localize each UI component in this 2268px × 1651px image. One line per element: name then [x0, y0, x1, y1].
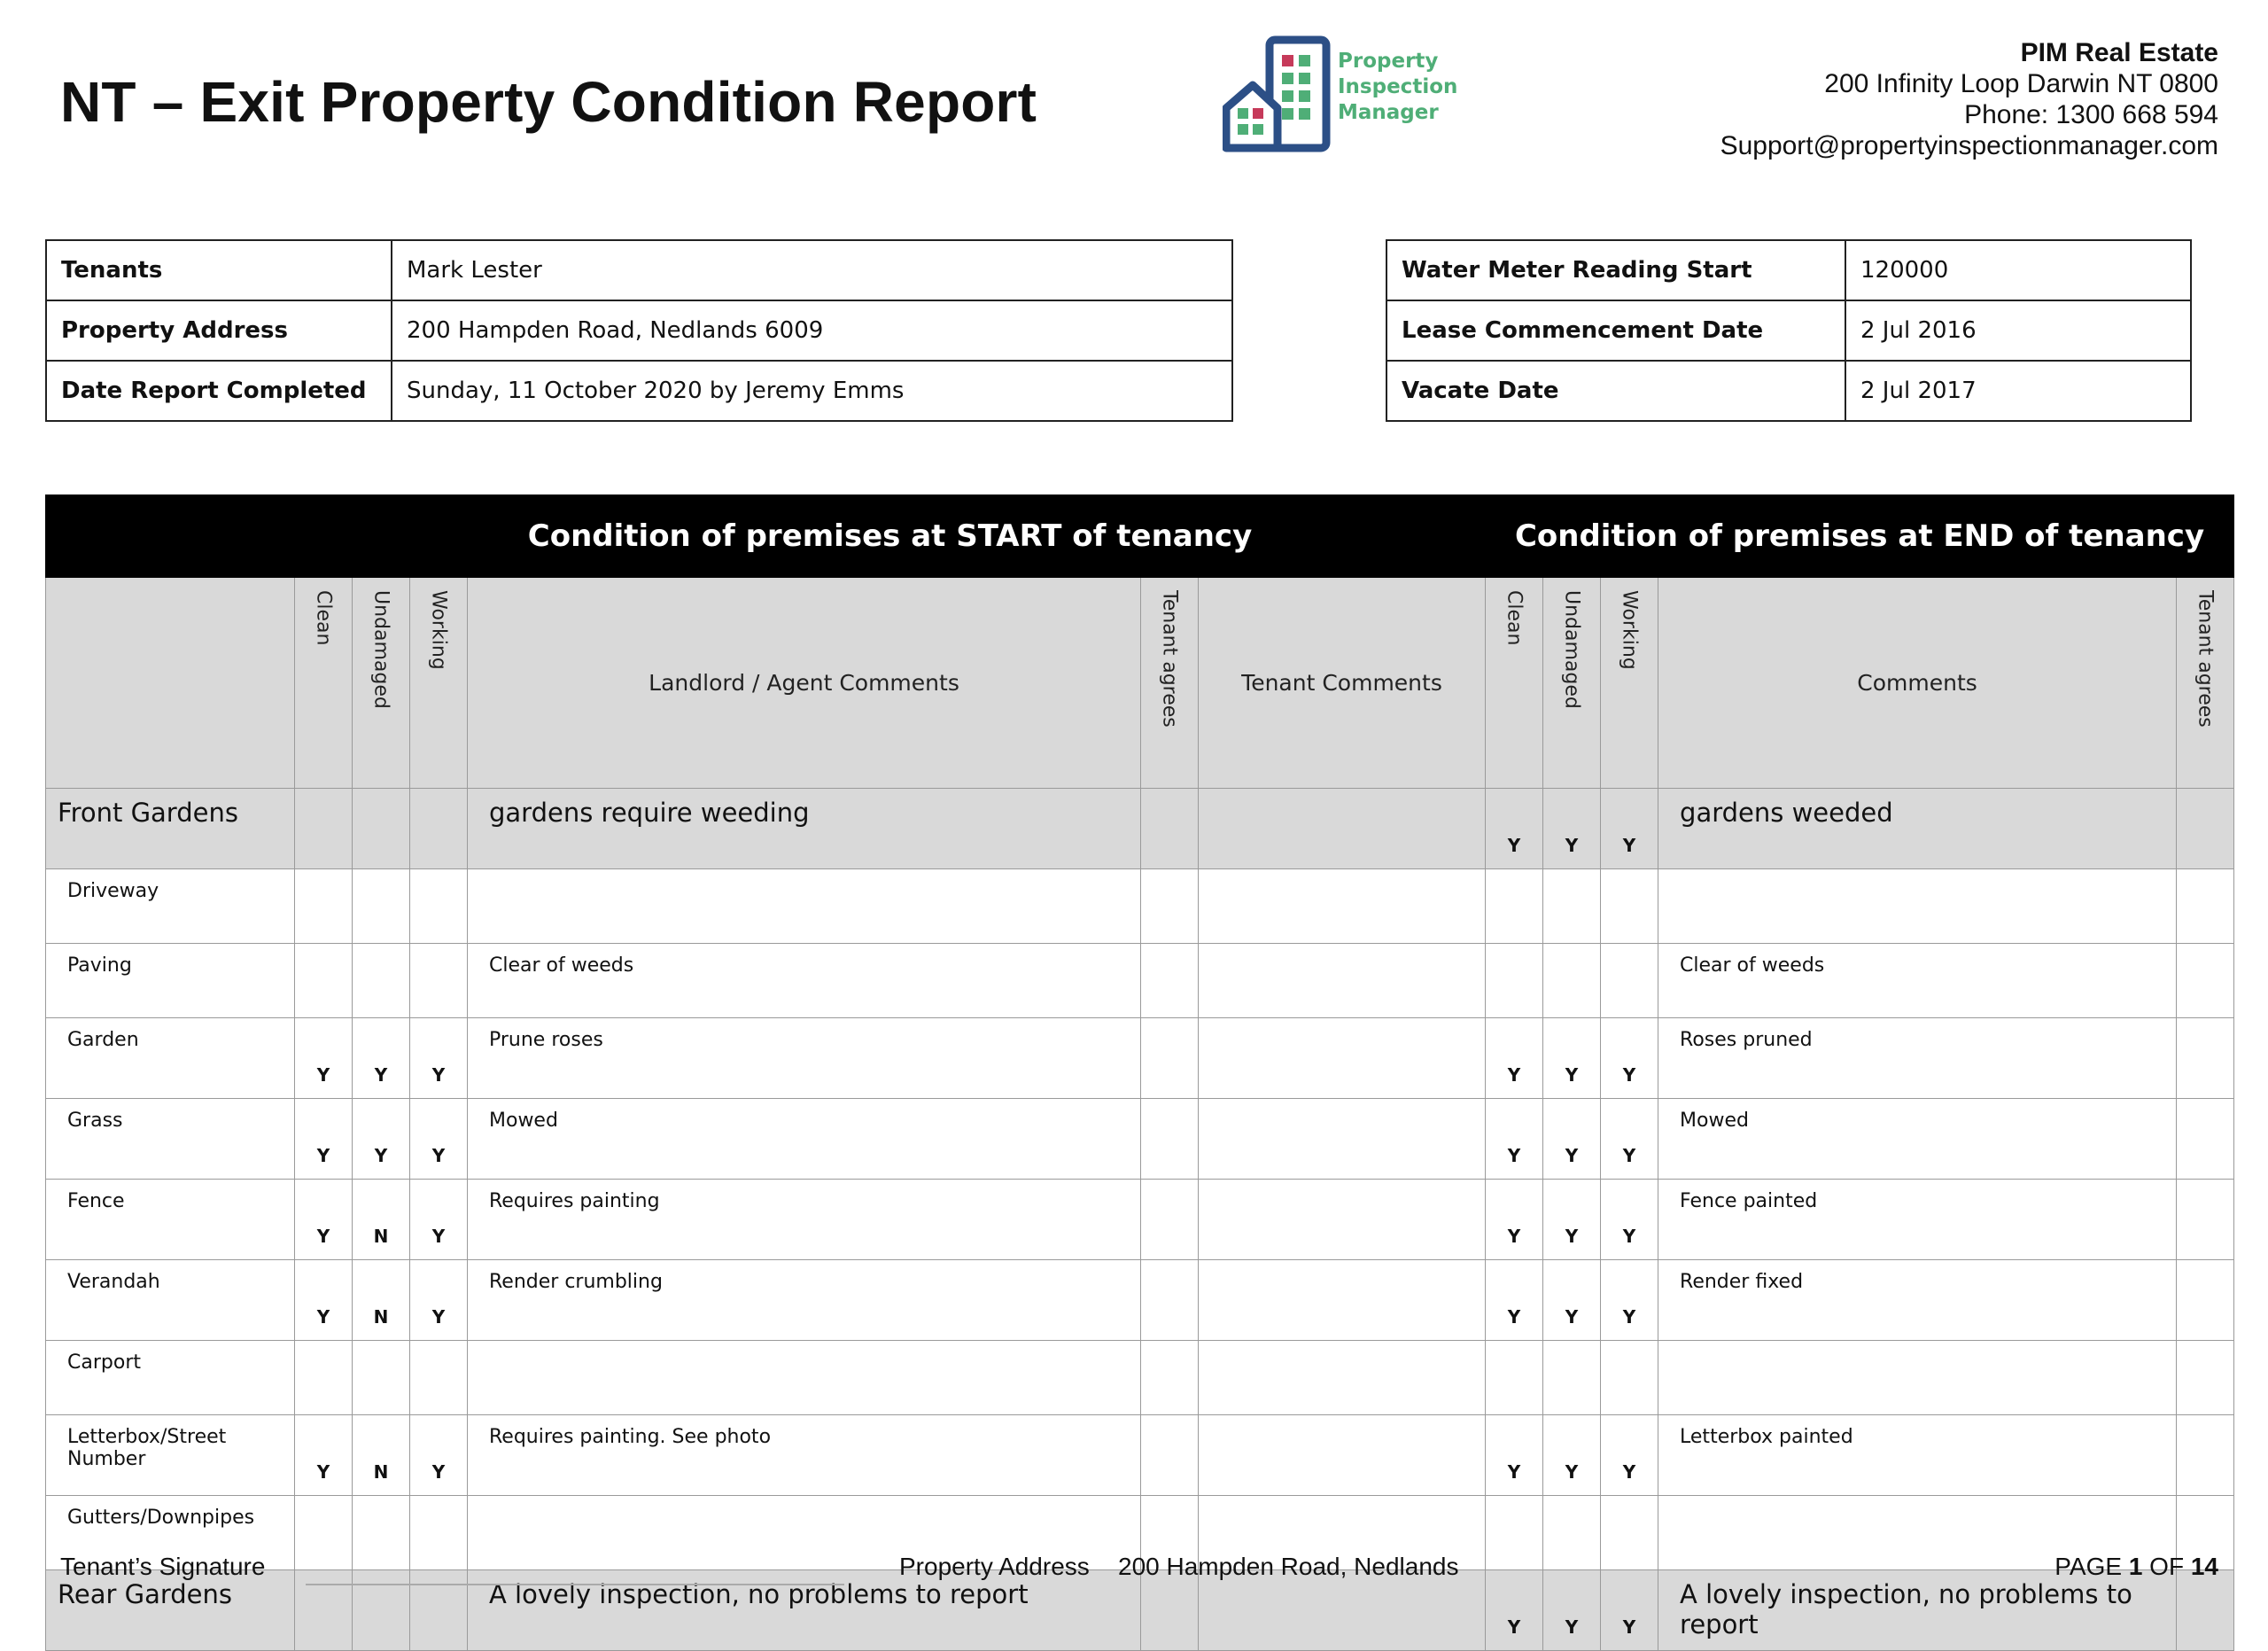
- end-tenant-agrees: [2177, 789, 2234, 869]
- end-tenant-agrees: [2177, 1180, 2234, 1260]
- end-tenant-agrees: [2177, 1341, 2234, 1415]
- end-of-tenancy-header: Condition of premises at END of tenancy: [1486, 495, 2234, 578]
- company-address: 200 Infinity Loop Darwin NT 0800: [1824, 69, 2218, 98]
- start-clean: [295, 1496, 353, 1570]
- tenancy-info-table: [45, 239, 1233, 422]
- info-row: [46, 300, 1232, 361]
- start-undamaged: N: [353, 1415, 410, 1496]
- end-comment: Mowed: [1658, 1099, 2177, 1180]
- end-working: Y: [1601, 1018, 1658, 1099]
- info-value: 200 Hampden Road, Nedlands 6009: [392, 300, 1232, 361]
- start-clean: Y: [295, 1099, 353, 1180]
- start-clean: [295, 944, 353, 1018]
- start-working: Y: [410, 1415, 468, 1496]
- end-clean: Y: [1486, 1018, 1543, 1099]
- info-label: Tenants: [46, 240, 392, 300]
- start-undamaged: [353, 869, 410, 944]
- start-working: [410, 869, 468, 944]
- table-row: [46, 869, 2234, 944]
- col-tenant-agrees-start: Tenant agrees: [1158, 590, 1181, 728]
- page-title: NT – Exit Property Condition Report: [60, 70, 1037, 134]
- end-comment: Roses pruned: [1658, 1018, 2177, 1099]
- start-working: [410, 1496, 468, 1570]
- end-comment: A lovely inspection, no problems to report: [1658, 1570, 2177, 1651]
- start-working: [410, 789, 468, 869]
- end-clean: [1486, 869, 1543, 944]
- condition-table: [45, 495, 2234, 1651]
- table-row: [46, 1260, 2234, 1341]
- start-comment: Render crumbling: [468, 1260, 1141, 1341]
- header-blank: [46, 495, 295, 578]
- start-tenant-agrees: [1141, 1018, 1199, 1099]
- logo-wordmark: Property Inspection Manager: [1338, 50, 1458, 124]
- info-value: 120000: [1845, 240, 2191, 300]
- start-undamaged: [353, 1341, 410, 1415]
- end-undamaged: [1543, 944, 1601, 1018]
- end-comment: Fence painted: [1658, 1180, 2177, 1260]
- start-tenant-agrees: [1141, 1180, 1199, 1260]
- start-tenant-agrees: [1141, 944, 1199, 1018]
- table-row: [46, 1099, 2234, 1180]
- tenant-comment: [1199, 1018, 1486, 1099]
- start-undamaged: [353, 944, 410, 1018]
- start-working: [410, 1570, 468, 1651]
- info-label: Vacate Date: [1386, 361, 1845, 421]
- end-working: Y: [1601, 1099, 1658, 1180]
- start-comment: Mowed: [468, 1099, 1141, 1180]
- info-label: Property Address: [46, 300, 392, 361]
- info-value: Mark Lester: [392, 240, 1232, 300]
- end-undamaged: [1543, 1496, 1601, 1570]
- tenant-comment: [1199, 1099, 1486, 1180]
- end-comment: Render fixed: [1658, 1260, 2177, 1341]
- start-tenant-agrees: [1141, 1260, 1199, 1341]
- end-working: Y: [1601, 789, 1658, 869]
- start-comment: Requires painting: [468, 1180, 1141, 1260]
- end-working: [1601, 1496, 1658, 1570]
- start-undamaged: N: [353, 1260, 410, 1341]
- end-tenant-agrees: [2177, 1415, 2234, 1496]
- section-row: [46, 789, 2234, 869]
- table-row: [46, 1018, 2234, 1099]
- start-clean: [295, 869, 353, 944]
- start-undamaged: [353, 1570, 410, 1651]
- end-undamaged: [1543, 869, 1601, 944]
- end-clean: [1486, 1341, 1543, 1415]
- start-clean: [295, 1570, 353, 1651]
- col-working-end: Working: [1618, 590, 1641, 670]
- start-comment: Requires painting. See photo: [468, 1415, 1141, 1496]
- start-comment: [468, 1341, 1141, 1415]
- end-comment: gardens weeded: [1658, 789, 2177, 869]
- info-value: 2 Jul 2016: [1845, 300, 2191, 361]
- col-clean-end: Clean: [1503, 590, 1526, 646]
- col-undamaged-start: Undamaged: [369, 590, 392, 709]
- info-label: Lease Commencement Date: [1386, 300, 1845, 361]
- start-clean: [295, 789, 353, 869]
- section-row: [46, 1570, 2234, 1651]
- col-clean-start: Clean: [312, 590, 335, 646]
- col-working-start: Working: [427, 590, 450, 670]
- end-working: [1601, 1341, 1658, 1415]
- company-contact: [1720, 37, 2218, 161]
- table-row: [46, 1180, 2234, 1260]
- table-section-header: [46, 495, 2234, 578]
- end-tenant-agrees: [2177, 944, 2234, 1018]
- area-name: Grass: [46, 1099, 295, 1180]
- end-clean: [1486, 1496, 1543, 1570]
- start-working: Y: [410, 1180, 468, 1260]
- start-clean: Y: [295, 1415, 353, 1496]
- end-undamaged: Y: [1543, 789, 1601, 869]
- end-tenant-agrees: [2177, 1260, 2234, 1341]
- info-value: 2 Jul 2017: [1845, 361, 2191, 421]
- end-clean: Y: [1486, 1415, 1543, 1496]
- start-comment: Prune roses: [468, 1018, 1141, 1099]
- end-comment: [1658, 869, 2177, 944]
- info-row: [46, 361, 1232, 421]
- tenant-signature-label: Tenant’s Signature: [60, 1553, 266, 1580]
- area-column-header: [46, 578, 295, 789]
- start-working: Y: [410, 1099, 468, 1180]
- table-row: [46, 944, 2234, 1018]
- start-undamaged: N: [353, 1180, 410, 1260]
- start-tenant-agrees: [1141, 1099, 1199, 1180]
- info-label: Date Report Completed: [46, 361, 392, 421]
- start-clean: Y: [295, 1260, 353, 1341]
- tenant-signature-line[interactable]: [306, 1584, 844, 1585]
- company-phone: Phone: 1300 668 594: [1964, 100, 2218, 129]
- end-comment: [1658, 1341, 2177, 1415]
- start-tenant-agrees: [1141, 869, 1199, 944]
- start-tenant-agrees: [1141, 1341, 1199, 1415]
- info-label: Water Meter Reading Start: [1386, 240, 1845, 300]
- tenant-comment: [1199, 869, 1486, 944]
- info-row: [1386, 240, 2191, 300]
- tenant-comment: [1199, 789, 1486, 869]
- end-tenant-agrees: [2177, 869, 2234, 944]
- start-working: [410, 944, 468, 1018]
- end-tenant-agrees: [2177, 1099, 2234, 1180]
- start-undamaged: Y: [353, 1018, 410, 1099]
- start-clean: Y: [295, 1018, 353, 1099]
- start-undamaged: Y: [353, 1099, 410, 1180]
- company-email[interactable]: Support@propertyinspectionmanager.com: [1720, 131, 2218, 160]
- end-undamaged: Y: [1543, 1180, 1601, 1260]
- footer-address-value: 200 Hampden Road, Nedlands: [1118, 1553, 1459, 1580]
- tenant-comment: [1199, 1180, 1486, 1260]
- end-tenant-agrees: [2177, 1018, 2234, 1099]
- start-tenant-agrees: [1141, 1415, 1199, 1496]
- end-tenant-agrees: [2177, 1570, 2234, 1651]
- end-comment: Letterbox painted: [1658, 1415, 2177, 1496]
- end-clean: [1486, 944, 1543, 1018]
- area-name: Fence: [46, 1180, 295, 1260]
- end-clean: Y: [1486, 789, 1543, 869]
- table-row: [46, 1341, 2234, 1415]
- start-working: [410, 1341, 468, 1415]
- end-comment: Clear of weeds: [1658, 944, 2177, 1018]
- start-undamaged: [353, 789, 410, 869]
- start-clean: [295, 1341, 353, 1415]
- col-end-comments: Comments: [1658, 578, 2177, 789]
- start-comment: gardens require weeding: [468, 789, 1141, 869]
- end-clean: Y: [1486, 1099, 1543, 1180]
- end-undamaged: Y: [1543, 1260, 1601, 1341]
- col-landlord-comments: Landlord / Agent Comments: [468, 578, 1141, 789]
- area-name: Carport: [46, 1341, 295, 1415]
- area-name: Gutters/Downpipes: [46, 1496, 295, 1570]
- info-row: [46, 240, 1232, 300]
- end-working: Y: [1601, 1180, 1658, 1260]
- table-column-header: [46, 578, 2234, 789]
- area-name: Verandah: [46, 1260, 295, 1341]
- start-comment: [468, 869, 1141, 944]
- lease-info-table: [1386, 239, 2192, 422]
- area-name: Driveway: [46, 869, 295, 944]
- area-name: Rear Gardens: [46, 1570, 295, 1651]
- col-tenant-comments: Tenant Comments: [1199, 578, 1486, 789]
- end-undamaged: Y: [1543, 1018, 1601, 1099]
- end-working: [1601, 944, 1658, 1018]
- tenant-comment: [1199, 1415, 1486, 1496]
- end-working: Y: [1601, 1260, 1658, 1341]
- start-undamaged: [353, 1496, 410, 1570]
- col-tenant-agrees-end: Tenant agrees: [2194, 590, 2217, 728]
- company-name: PIM Real Estate: [2020, 38, 2218, 67]
- area-name: Front Gardens: [46, 789, 295, 869]
- info-value: Sunday, 11 October 2020 by Jeremy Emms: [392, 361, 1232, 421]
- tenant-comment: [1199, 1260, 1486, 1341]
- end-undamaged: Y: [1543, 1099, 1601, 1180]
- table-row: [46, 1415, 2234, 1496]
- end-undamaged: [1543, 1341, 1601, 1415]
- tenant-comment: [1199, 944, 1486, 1018]
- end-clean: Y: [1486, 1570, 1543, 1651]
- area-name: Letterbox/Street Number: [46, 1415, 295, 1496]
- info-row: [1386, 361, 2191, 421]
- page-number: PAGE 1 OF 14: [2054, 1553, 2218, 1580]
- start-working: Y: [410, 1018, 468, 1099]
- info-row: [1386, 300, 2191, 361]
- tenant-comment: [1199, 1570, 1486, 1651]
- start-working: Y: [410, 1260, 468, 1341]
- condition-rows: [46, 789, 2234, 1651]
- end-working: Y: [1601, 1570, 1658, 1651]
- start-comment: A lovely inspection, no problems to report: [468, 1570, 1141, 1651]
- start-comment: Clear of weeds: [468, 944, 1141, 1018]
- start-tenant-agrees: [1141, 789, 1199, 869]
- end-clean: Y: [1486, 1260, 1543, 1341]
- end-working: Y: [1601, 1415, 1658, 1496]
- area-name: Garden: [46, 1018, 295, 1099]
- area-name: Paving: [46, 944, 295, 1018]
- start-tenant-agrees: [1141, 1570, 1199, 1651]
- end-clean: Y: [1486, 1180, 1543, 1260]
- start-clean: Y: [295, 1180, 353, 1260]
- tenant-comment: [1199, 1341, 1486, 1415]
- end-working: [1601, 869, 1658, 944]
- footer-address-label: Property Address: [899, 1553, 1090, 1580]
- end-undamaged: Y: [1543, 1570, 1601, 1651]
- end-undamaged: Y: [1543, 1415, 1601, 1496]
- col-undamaged-end: Undamaged: [1560, 590, 1583, 709]
- start-of-tenancy-header: Condition of premises at START of tenancy: [295, 495, 1486, 578]
